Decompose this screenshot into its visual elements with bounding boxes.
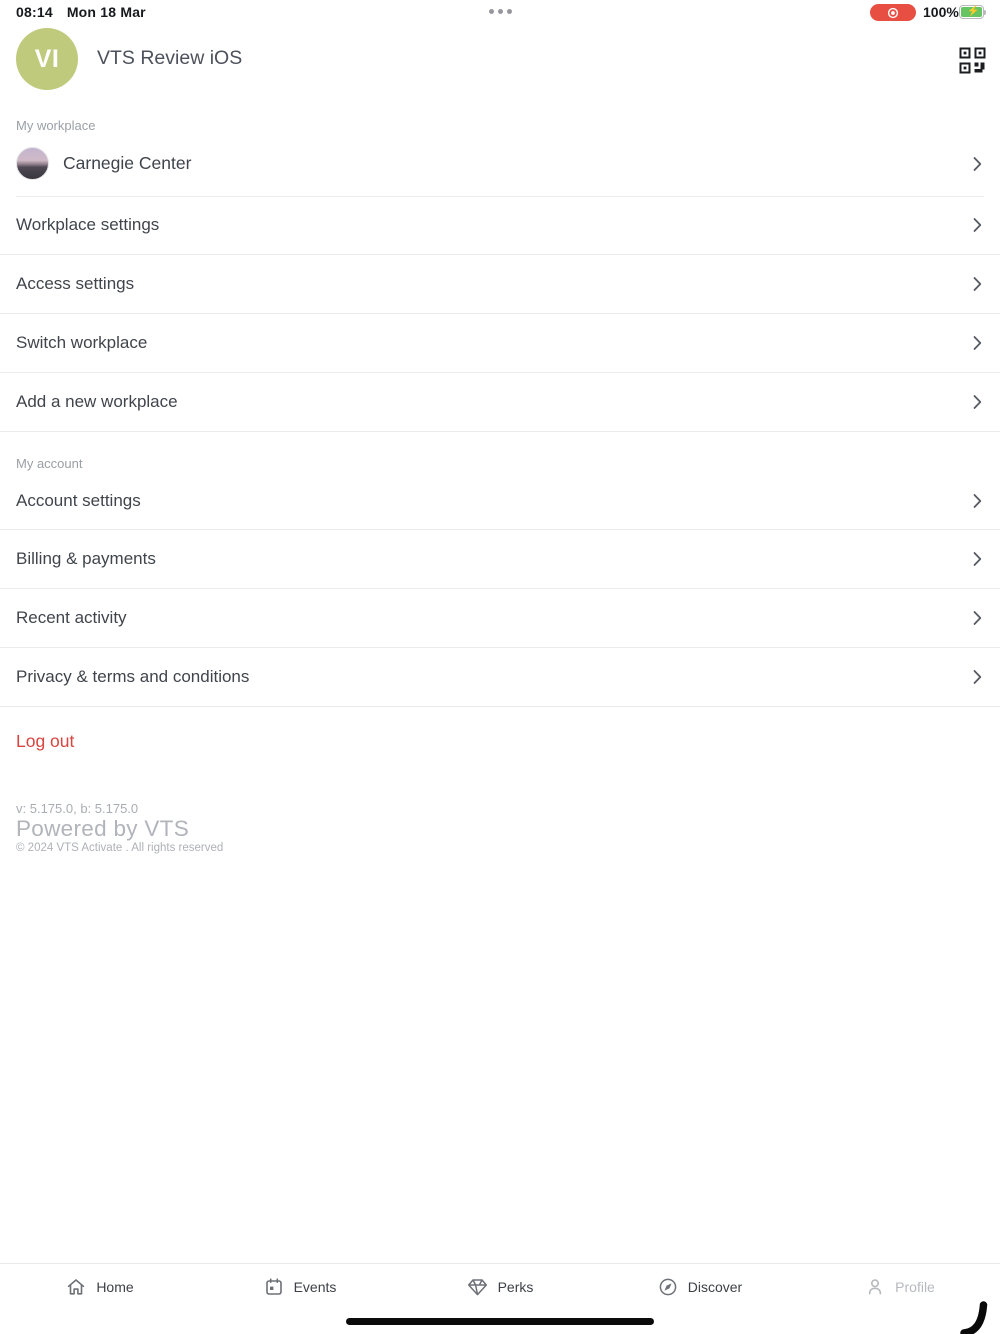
menu-item-label: Access settings <box>16 274 135 293</box>
chevron-right-icon <box>973 611 982 626</box>
chevron-right-icon <box>973 336 982 351</box>
workplace-name: Carnegie Center <box>63 153 192 173</box>
menu-item-switch-workplace[interactable] <box>0 314 1000 373</box>
tab-perks-label: Perks <box>497 1279 534 1295</box>
menu-item-label: Billing & payments <box>16 549 156 568</box>
chevron-right-icon <box>973 493 982 508</box>
menu-item-billing-payments[interactable] <box>0 530 1000 589</box>
menu-item-label: Workplace settings <box>16 215 160 234</box>
menu-item-add-new-workplace[interactable] <box>0 373 1000 432</box>
current-workplace-row[interactable] <box>0 140 1000 188</box>
tab-home[interactable] <box>0 1264 200 1334</box>
avatar-initials: VI <box>34 44 60 73</box>
menu-item-account-settings[interactable] <box>0 472 1000 530</box>
chevron-right-icon <box>973 552 982 567</box>
home-indicator[interactable] <box>346 1318 654 1325</box>
menu-item-recent-activity[interactable] <box>0 589 1000 648</box>
gem-icon <box>467 1277 488 1297</box>
app-version: v: 5.175.0, b: 5.175.0 <box>16 801 139 816</box>
menu-item-label: Privacy & terms and conditions <box>16 667 250 686</box>
menu-item-label: Switch workplace <box>16 333 148 352</box>
chevron-right-icon <box>973 670 982 685</box>
compass-icon <box>658 1277 678 1297</box>
copyright-text: © 2024 VTS Activate . All rights reserved <box>16 842 224 854</box>
menu-item-label: Add a new workplace <box>16 392 178 411</box>
multitasking-dots-icon[interactable] <box>489 9 512 14</box>
tab-home-label: Home <box>96 1279 134 1295</box>
chevron-right-icon <box>973 277 982 292</box>
status-date: Mon 18 Mar <box>66 4 146 20</box>
record-icon <box>887 7 899 19</box>
section-label-my-workplace: My workplace <box>16 118 96 133</box>
qr-code-icon <box>959 47 986 74</box>
tab-discover-label: Discover <box>687 1279 743 1295</box>
chevron-right-icon <box>973 218 982 233</box>
chevron-right-icon <box>973 157 982 172</box>
section-label-my-account: My account <box>16 456 83 471</box>
status-time-date <box>16 4 146 20</box>
menu-item-label: Account settings <box>16 490 141 510</box>
person-icon <box>865 1277 885 1297</box>
powered-by-vts: Powered by VTS <box>16 816 190 841</box>
qr-code-button[interactable] <box>956 44 988 76</box>
avatar[interactable] <box>16 28 78 90</box>
ink-stroke-mark <box>958 1297 994 1334</box>
workplace-photo <box>16 147 49 180</box>
screen-recording-indicator[interactable] <box>870 4 916 21</box>
calendar-icon <box>264 1277 284 1297</box>
menu-item-access-settings[interactable] <box>0 255 1000 314</box>
charging-bolt-icon: ⚡ <box>967 6 980 17</box>
battery-icon <box>959 5 986 19</box>
tab-events-label: Events <box>293 1279 337 1295</box>
log-out-button[interactable]: Log out <box>16 731 75 751</box>
home-icon <box>66 1277 86 1297</box>
status-time: 08:14 <box>16 4 53 20</box>
status-bar <box>0 0 1000 26</box>
chevron-right-icon <box>973 395 982 410</box>
tab-profile-label: Profile <box>895 1279 935 1295</box>
menu-item-privacy-terms[interactable] <box>0 648 1000 707</box>
battery-percent: 100% <box>923 4 959 20</box>
page-title: VTS Review iOS <box>97 47 243 69</box>
menu-item-workplace-settings[interactable] <box>0 196 1000 255</box>
menu-item-label: Recent activity <box>16 608 127 627</box>
